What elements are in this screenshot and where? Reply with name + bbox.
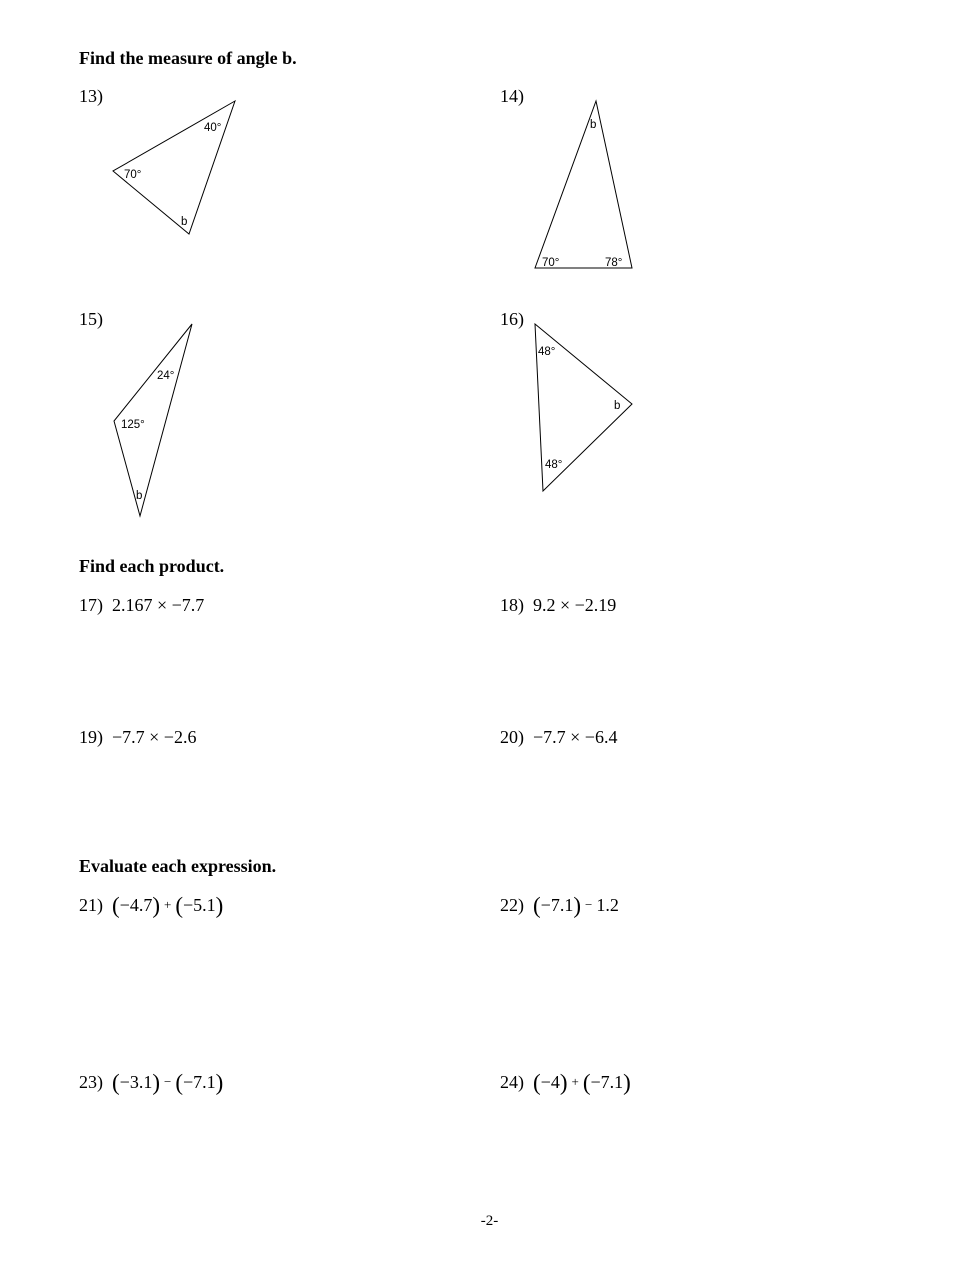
page-number: -2- — [480, 1213, 499, 1229]
operand-b-21: −5.1 — [183, 895, 216, 915]
angle-label-13-top: 40° — [204, 122, 222, 134]
problem-number-14: 14) — [500, 86, 524, 106]
problem-number-16: 16) — [500, 309, 524, 329]
problem-number-23: 23) — [79, 1072, 103, 1092]
problem-20 — [500, 727, 617, 748]
angle-label-13-left: 70° — [124, 169, 142, 181]
angle-label-14-right: 78° — [605, 257, 623, 269]
problem-number-24: 24) — [500, 1072, 524, 1092]
section-heading-angles: Find the measure of angle b. — [79, 48, 297, 68]
operator-23: − — [164, 1074, 172, 1089]
operand-b-22: 1.2 — [596, 895, 619, 915]
problem-number-18: 18) — [500, 595, 524, 615]
operand-a-23: −3.1 — [119, 1072, 153, 1092]
product-expression-19: −7.7 × −2.6 — [112, 727, 197, 747]
problem-number-21: 21) — [79, 895, 103, 915]
angle-label-14-left: 70° — [542, 257, 560, 269]
operand-a-22: −7.1 — [540, 895, 574, 915]
angle-label-15-top: 24° — [157, 370, 175, 382]
angle-label-16-right: b — [614, 400, 621, 412]
problem-21: 21) (−4.7) + (−5.1) — [79, 893, 224, 918]
angle-label-16-top: 48° — [538, 346, 556, 358]
problem-24: 24) (−4) + (−7.1) — [500, 1070, 631, 1095]
problem-number-15: 15) — [79, 309, 103, 329]
problem-19 — [79, 727, 196, 748]
angle-label-15-bottom: b — [136, 490, 143, 502]
section-heading-products: Find each product. — [79, 556, 225, 576]
product-expression-20: −7.7 × −6.4 — [533, 727, 618, 747]
operand-b-24: −7.1 — [590, 1072, 624, 1092]
problem-number-13: 13) — [79, 86, 103, 106]
operand-b-23: −7.1 — [183, 1072, 216, 1092]
problem-number-17: 17) — [79, 595, 103, 615]
operand-a-21: −4.7 — [119, 895, 153, 915]
problem-23: 23) (−3.1) − (−7.1) — [79, 1070, 224, 1095]
angle-label-16-bottom: 48° — [545, 459, 563, 471]
problem-17 — [79, 595, 204, 616]
operator-24: + — [571, 1074, 579, 1089]
problem-18 — [500, 595, 616, 616]
problem-22: 22) (−7.1) − 1.2 — [500, 893, 619, 918]
problem-number-22: 22) — [500, 895, 524, 915]
problem-number-19: 19) — [79, 727, 103, 747]
problem-number-20: 20) — [500, 727, 524, 747]
product-expression-17: 2.167 × −7.7 — [112, 595, 205, 615]
product-expression-18: 9.2 × −2.19 — [533, 595, 617, 615]
operator-21: + — [164, 897, 172, 912]
operator-22: − — [585, 897, 593, 912]
section-heading-expressions: Evaluate each expression. — [79, 856, 277, 876]
operand-a-24: −4 — [540, 1072, 560, 1092]
angle-label-13-bottom: b — [181, 216, 188, 228]
angle-label-15-left: 125° — [121, 419, 145, 431]
angle-label-14-top: b — [590, 119, 597, 131]
